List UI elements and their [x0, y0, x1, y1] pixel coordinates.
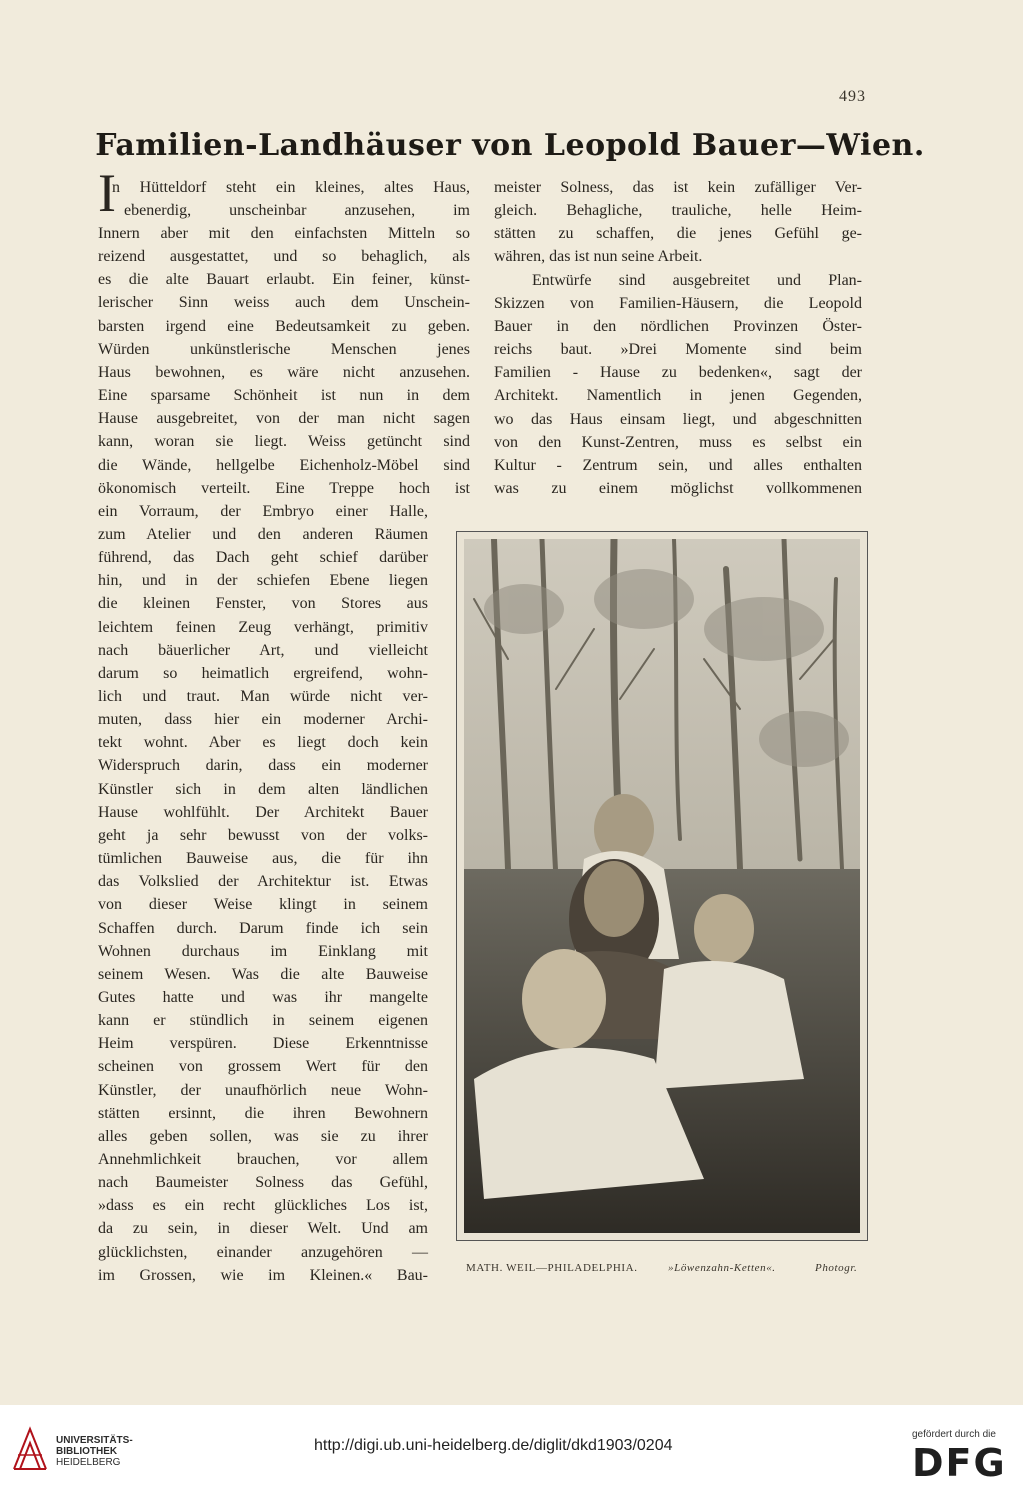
text-line: ökonomisch verteilt. Eine Treppe hoch ist — [98, 479, 470, 497]
text-line: Wohnen durchaus im Einklang mit — [98, 942, 428, 960]
source-url-link[interactable]: http://digi.ub.uni-heidelberg.de/diglit/dkd1903/0204 — [314, 1437, 673, 1454]
text-line: Künstler, der unaufhörlich neue Wohn- — [98, 1081, 428, 1099]
photograph-children-in-meadow — [464, 539, 860, 1233]
text-line: ebenerdig, unscheinbar anzusehen, im — [124, 202, 470, 219]
text-line: reichs baut. »Drei Momente sind beim — [494, 341, 862, 359]
text-line: Familien - Hause zu bedenken«, sagt der — [494, 364, 862, 382]
text-line: Haus bewohnen, es wäre nicht anzusehen. — [98, 363, 470, 381]
institution-line-1: UNIVERSITÄTS- — [56, 1435, 133, 1446]
text-line: reizend ausgestattet, und so behaglich, als — [98, 248, 470, 266]
university-seal-icon — [10, 1425, 50, 1473]
text-line: nach bäuerlicher Art, und vielleicht — [98, 641, 428, 659]
text-line: Würden unkünstlerische Menschen jenes — [98, 340, 470, 358]
text-line: Kultur - Zentrum sein, und alles enthalten — [494, 456, 862, 474]
text-line: das Volkslied der Architektur ist. Etwas — [98, 873, 428, 891]
photograph-frame — [456, 531, 868, 1241]
institution-name — [56, 1435, 133, 1468]
library-footer — [0, 1405, 1023, 1491]
text-line: zum Atelier und den anderen Räumen — [98, 525, 428, 543]
institution-line-2: BIBLIOTHEK — [56, 1446, 118, 1457]
text-line: scheinen von grossem Wert für den — [98, 1058, 428, 1076]
text-line: »dass es ein recht glückliches Los ist, — [98, 1197, 428, 1215]
text-line: meister Solness, das ist kein zufälliger Ver- — [494, 179, 862, 196]
text-line: Künstler sich in dem alten ländlichen — [98, 780, 428, 798]
text-line: muten, dass hier ein moderner Archi- — [98, 711, 428, 729]
text-line: Widerspruch darin, dass ein moderner — [98, 757, 428, 775]
text-line: nach Baumeister Solness das Gefühl, — [98, 1174, 428, 1192]
text-line: kann er stündlich in seinem eigenen — [98, 1012, 428, 1030]
text-line: Annehmlichkeit brauchen, vor allem — [98, 1151, 428, 1168]
text-line: Gutes hatte und was ihr mangelte — [98, 988, 428, 1006]
caption-type: Photogr. — [815, 1262, 858, 1274]
text-line: alles geben sollen, was sie zu ihrer — [98, 1127, 428, 1145]
text-line: hin, und in der schiefen Ebene liegen — [98, 572, 428, 590]
text-line: n Hütteldorf steht ein kleines, altes Haus, — [112, 179, 470, 196]
text-line: darum so heimatlich ergreifend, wohn- — [98, 664, 428, 682]
caption-title: »Löwenzahn-Ketten«. — [668, 1262, 776, 1274]
text-line: Schaffen durch. Darum finde ich sein — [98, 919, 428, 937]
text-line: Heim verspüren. Diese Erkenntnisse — [98, 1035, 428, 1053]
text-line: ein Vorraum, der Embryo einer Halle, — [98, 502, 428, 520]
text-line: tümlichen Bauweise aus, die für ihn — [98, 850, 428, 868]
text-line: Skizzen von Familien-Häusern, die Leopold — [494, 294, 862, 312]
text-line: von den Kunst-Zentren, muss es selbst ein — [494, 433, 862, 451]
text-line: leichtem feinen Zeug verhängt, primitiv — [98, 618, 428, 636]
text-line: die kleinen Fenster, von Stores aus — [98, 595, 428, 613]
text-line: lerischer Sinn weiss auch dem Unschein- — [98, 294, 470, 312]
text-line: von dieser Weise klingt in seinem — [98, 896, 428, 914]
text-line: führend, das Dach geht schief darüber — [98, 549, 428, 567]
text-line: kann, woran sie liegt. Weiss getüncht sind — [98, 433, 470, 451]
text-line: Entwürfe sind ausgebreitet und Plan- — [532, 271, 862, 289]
text-line: im Grossen, wie im Kleinen.« Bau- — [98, 1266, 428, 1284]
article-title: Familien-Landhäuser von Leopold Bauer—Wien. — [95, 128, 925, 163]
text-line: Bauer in den nördlichen Provinzen Öster- — [494, 317, 862, 335]
institution-line-3: HEIDELBERG — [56, 1457, 121, 1468]
text-line: lich und traut. Man würde nicht ver- — [98, 688, 428, 705]
text-line: die Wände, hellgelbe Eichenholz-Möbel sind — [98, 456, 470, 474]
drop-cap: I — [98, 163, 116, 223]
text-line: Innern aber mit den einfachsten Mitteln so — [98, 225, 470, 242]
text-line: geht ja sehr bewusst von der volks- — [98, 826, 428, 844]
text-line: Architekt. Namentlich in jenen Gegenden, — [494, 387, 862, 405]
text-line: währen, das ist nun seine Arbeit. — [494, 248, 703, 266]
text-line: Hause ausgebreitet, von der man nicht sagen — [98, 410, 470, 428]
text-line: gleich. Behagliche, trauliche, helle Heim- — [494, 202, 862, 220]
dfg-logo-icon: DFG — [912, 1441, 1007, 1485]
text-line: da zu sein, in dieser Welt. Und am — [98, 1220, 428, 1238]
page-number: 493 — [839, 88, 866, 105]
text-line: Eine sparsame Schönheit ist nun in dem — [98, 387, 470, 405]
text-line: stätten zu schaffen, die jenes Gefühl ge- — [494, 225, 862, 243]
caption-photographer: MATH. WEIL—PHILADELPHIA. — [466, 1262, 638, 1274]
text-line: tekt wohnt. Aber es liegt doch kein — [98, 734, 428, 752]
text-line: glücklichsten, einander anzugehören — — [98, 1243, 428, 1261]
funding-label: gefördert durch die — [912, 1429, 996, 1440]
text-line: was zu einem möglichst vollkommenen — [494, 479, 862, 497]
text-line: es die alte Bauart erlaubt. Ein feiner, künst- — [98, 271, 470, 289]
text-line: barsten irgend eine Bedeutsamkeit zu geben. — [98, 317, 470, 335]
text-line: wo das Haus einsam liegt, und abgeschnitten — [494, 410, 862, 428]
text-line: stätten ersinnt, die ihren Bewohnern — [98, 1104, 428, 1122]
text-line: seinem Wesen. Was die alte Bauweise — [98, 965, 428, 983]
text-line: Hause wohlfühlt. Der Architekt Bauer — [98, 803, 428, 821]
